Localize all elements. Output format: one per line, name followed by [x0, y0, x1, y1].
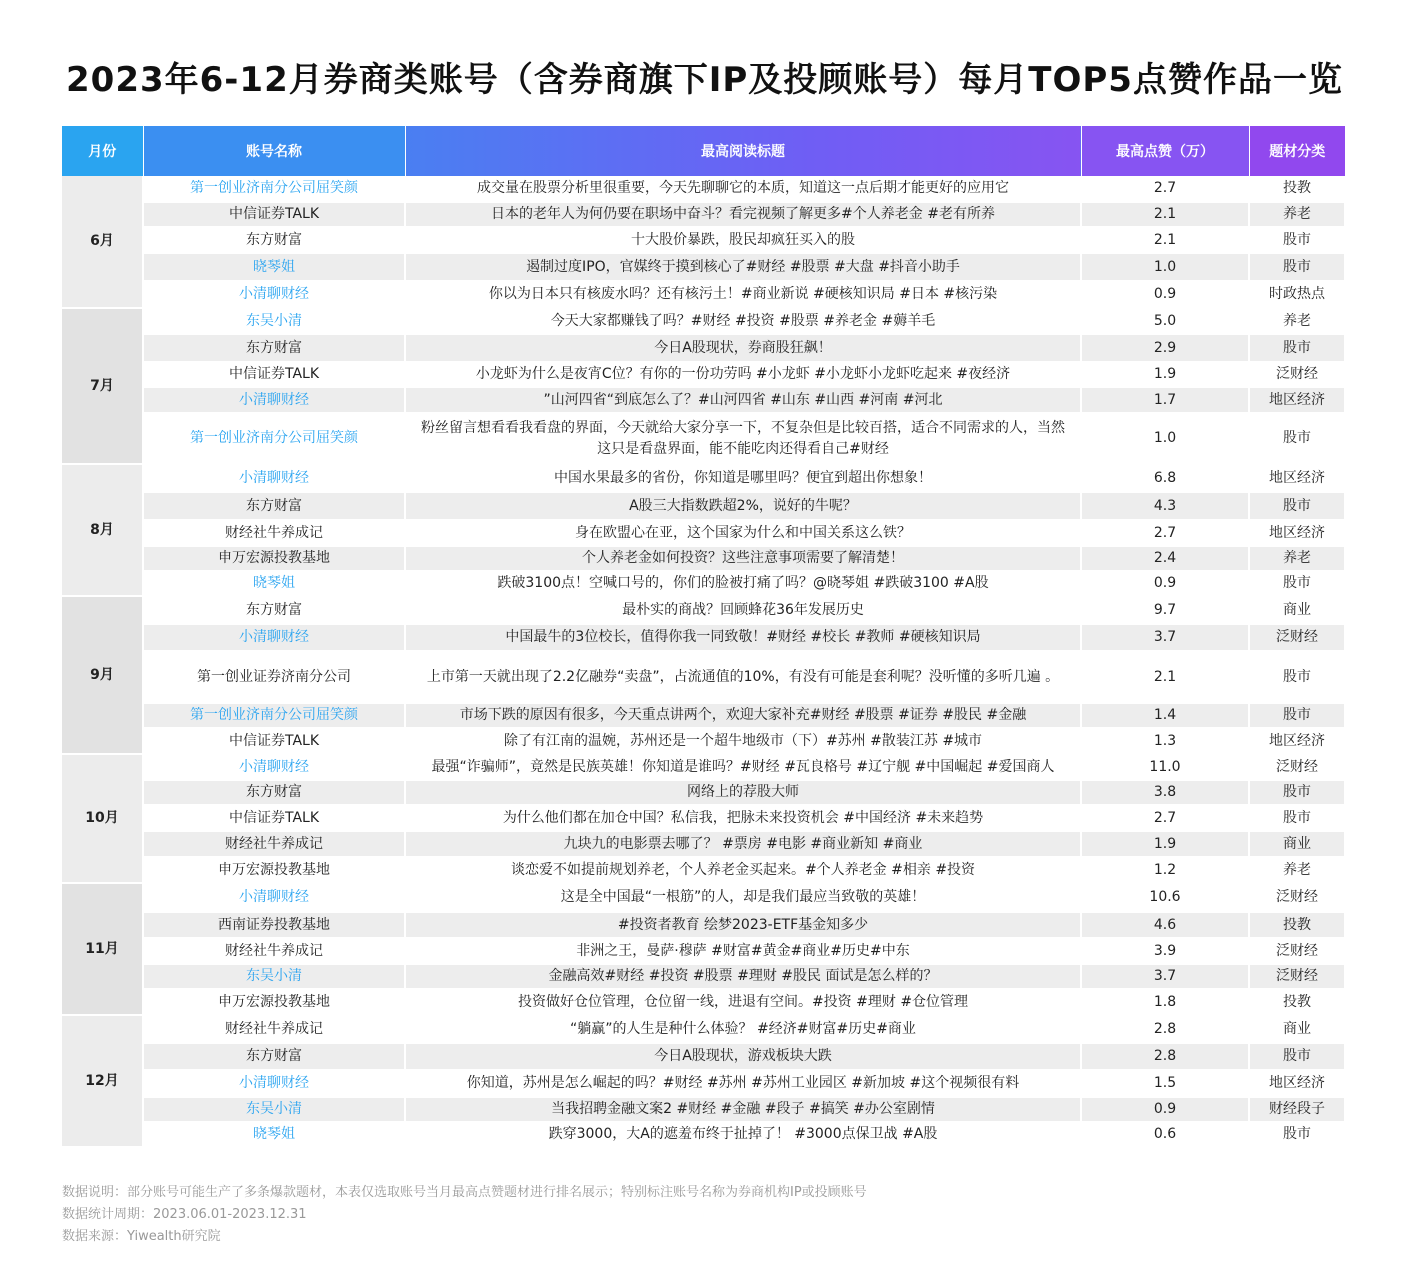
- category-cell: 股市: [1249, 1122, 1345, 1147]
- account-cell: 小清聊财经: [143, 624, 405, 651]
- table-row: [62, 334, 1345, 362]
- category-cell: 养老: [1249, 857, 1345, 883]
- table-row: [62, 1070, 1345, 1097]
- header-month: 月份: [62, 126, 143, 176]
- header-account: 账号名称: [143, 126, 405, 176]
- table-row: [62, 703, 1345, 728]
- account-cell: 东方财富: [143, 780, 405, 805]
- likes-cell: 3.7: [1081, 964, 1249, 989]
- title-cell: #投资者教育 绘梦2023-ETF基金知多少: [405, 912, 1081, 938]
- account-cell: 财经社牛养成记: [143, 520, 405, 546]
- title-cell: 遏制过度IPO，官媒终于摸到核心了#财经 #股票 #大盘 #抖音小助手: [405, 253, 1081, 281]
- likes-cell: 10.6: [1081, 883, 1249, 912]
- header-category: 题材分类: [1249, 126, 1345, 176]
- page-title: 2023年6-12月券商类账号（含券商旗下IP及投顾账号）每月TOP5点赞作品一览: [66, 60, 1343, 100]
- title-cell: “躺赢”的人生是种什么体验？ #经济#财富#历史#商业: [405, 1015, 1081, 1043]
- table-row: [62, 651, 1345, 703]
- table-row: [62, 754, 1345, 780]
- likes-cell: 2.7: [1081, 805, 1249, 831]
- likes-cell: 1.3: [1081, 728, 1249, 754]
- account-cell: 财经社牛养成记: [143, 831, 405, 857]
- title-cell: 成交量在股票分析里很重要，今天先聊聊它的本质，知道这一点后期才能更好的应用它: [405, 176, 1081, 202]
- table-row: [62, 202, 1345, 227]
- likes-cell: 11.0: [1081, 754, 1249, 780]
- category-cell: 时政热点: [1249, 281, 1345, 308]
- table-row: [62, 912, 1345, 938]
- table-row: [62, 596, 1345, 624]
- account-cell: 东方财富: [143, 492, 405, 520]
- title-cell: 小龙虾为什么是夜宵C位？有你的一份功劳吗 #小龙虾 #小龙虾小龙虾吃起来 #夜经济: [405, 362, 1081, 387]
- header-title: 最高阅读标题: [405, 126, 1081, 176]
- title-cell: 市场下跌的原因有很多，今天重点讲两个，欢迎大家补充#财经 #股票 #证券 #股民 #金融: [405, 703, 1081, 728]
- table-row: [62, 176, 1345, 202]
- account-cell: 小清聊财经: [143, 1070, 405, 1097]
- account-cell: 申万宏源投教基地: [143, 989, 405, 1015]
- category-cell: 财经段子: [1249, 1097, 1345, 1122]
- category-cell: 地区经济: [1249, 728, 1345, 754]
- title-cell: 网络上的荐股大师: [405, 780, 1081, 805]
- account-cell: 申万宏源投教基地: [143, 857, 405, 883]
- account-cell: 中信证券TALK: [143, 728, 405, 754]
- likes-cell: 1.2: [1081, 857, 1249, 883]
- table-row: [62, 805, 1345, 831]
- title-cell: 最朴实的商战？回顾蜂花36年发展历史: [405, 596, 1081, 624]
- category-cell: 股市: [1249, 334, 1345, 362]
- table-row: [62, 571, 1345, 596]
- category-cell: 股市: [1249, 227, 1345, 253]
- table-row: [62, 227, 1345, 253]
- title-cell: 上市第一天就出现了2.2亿融券“卖盘”，占流通值的10%，有没有可能是套利呢？没听懂的多听几遍 。: [405, 651, 1081, 703]
- month-cell: 12月: [62, 1015, 143, 1147]
- table-row: [62, 308, 1345, 334]
- table-row: [62, 938, 1345, 964]
- category-cell: 泛财经: [1249, 362, 1345, 387]
- likes-cell: 1.7: [1081, 387, 1249, 413]
- account-cell: 中信证券TALK: [143, 202, 405, 227]
- likes-cell: 2.8: [1081, 1015, 1249, 1043]
- table-row: [62, 253, 1345, 281]
- account-cell: 小清聊财经: [143, 883, 405, 912]
- account-cell: 东吴小清: [143, 308, 405, 334]
- title-cell: 金融高效#财经 #投资 #股票 #理财 #股民 面试是怎么样的？: [405, 964, 1081, 989]
- header-likes: 最高点赞（万）: [1081, 126, 1249, 176]
- category-cell: 泛财经: [1249, 938, 1345, 964]
- account-cell: 中信证券TALK: [143, 805, 405, 831]
- table-row: [62, 857, 1345, 883]
- title-cell: ”山河四省“到底怎么了？#山河四省 #山东 #山西 #河南 #河北: [405, 387, 1081, 413]
- table-row: [62, 1043, 1345, 1070]
- table-row: [62, 546, 1345, 571]
- likes-cell: 0.6: [1081, 1122, 1249, 1147]
- title-cell: 今日A股现状，券商股狂飙！: [405, 334, 1081, 362]
- table-row: [62, 492, 1345, 520]
- table-row: [62, 831, 1345, 857]
- footer-note: 数据说明：部分账号可能生产了多条爆款题材，本表仅选取账号当月最高点赞题材进行排名展示；特别标注账号名称为券商机构IP或投顾账号: [62, 1185, 867, 1200]
- title-cell: 这是全中国最“一根筋”的人，却是我们最应当致敬的英雄！: [405, 883, 1081, 912]
- month-cell: 7月: [62, 308, 143, 464]
- title-cell: 非洲之王，曼萨·穆萨 #财富#黄金#商业#历史#中东: [405, 938, 1081, 964]
- account-cell: 东方财富: [143, 227, 405, 253]
- table-row: [62, 464, 1345, 492]
- likes-cell: 2.1: [1081, 227, 1249, 253]
- likes-cell: 4.3: [1081, 492, 1249, 520]
- table-row: [62, 362, 1345, 387]
- table-row: [62, 1097, 1345, 1122]
- month-cell: 10月: [62, 754, 143, 883]
- likes-cell: 2.7: [1081, 520, 1249, 546]
- table-row: [62, 964, 1345, 989]
- title-cell: 粉丝留言想看看我看盘的界面，今天就给大家分享一下，不复杂但是比较百搭，适合不同需求的人，当然这只是看盘界面，能不能吃肉还得看自己#财经: [405, 413, 1081, 464]
- category-cell: 地区经济: [1249, 387, 1345, 413]
- title-cell: 九块九的电影票去哪了？ #票房 #电影 #商业新知 #商业: [405, 831, 1081, 857]
- account-cell: 第一创业济南分公司屈笑颜: [143, 176, 405, 202]
- likes-cell: 4.6: [1081, 912, 1249, 938]
- title-cell: 日本的老年人为何仍要在职场中奋斗？看完视频了解更多#个人养老金 #老有所养: [405, 202, 1081, 227]
- category-cell: 股市: [1249, 780, 1345, 805]
- account-cell: 小清聊财经: [143, 281, 405, 308]
- title-cell: 十大股价暴跌，股民却疯狂买入的股: [405, 227, 1081, 253]
- table-row: [62, 520, 1345, 546]
- likes-cell: 2.9: [1081, 334, 1249, 362]
- category-cell: 股市: [1249, 253, 1345, 281]
- account-cell: 东方财富: [143, 334, 405, 362]
- likes-cell: 2.1: [1081, 651, 1249, 703]
- account-cell: 第一创业济南分公司屈笑颜: [143, 703, 405, 728]
- category-cell: 泛财经: [1249, 883, 1345, 912]
- account-cell: 东吴小清: [143, 964, 405, 989]
- title-cell: 投资做好仓位管理，仓位留一线，进退有空间。#投资 #理财 #仓位管理: [405, 989, 1081, 1015]
- account-cell: 晓琴姐: [143, 1122, 405, 1147]
- likes-cell: 2.4: [1081, 546, 1249, 571]
- category-cell: 股市: [1249, 1043, 1345, 1070]
- title-cell: 身在欧盟心在亚，这个国家为什么和中国关系这么铁？: [405, 520, 1081, 546]
- likes-cell: 6.8: [1081, 464, 1249, 492]
- category-cell: 养老: [1249, 202, 1345, 227]
- category-cell: 地区经济: [1249, 1070, 1345, 1097]
- title-cell: 当我招聘金融文案2 #财经 #金融 #段子 #搞笑 #办公室剧情: [405, 1097, 1081, 1122]
- title-cell: 跌穿3000，大A的遮羞布终于扯掉了！ #3000点保卫战 #A股: [405, 1122, 1081, 1147]
- account-cell: 东吴小清: [143, 1097, 405, 1122]
- month-cell: 11月: [62, 883, 143, 1015]
- category-cell: 投教: [1249, 176, 1345, 202]
- category-cell: 投教: [1249, 989, 1345, 1015]
- likes-cell: 3.8: [1081, 780, 1249, 805]
- table-row: [62, 728, 1345, 754]
- month-cell: 9月: [62, 596, 143, 754]
- title-cell: 个人养老金如何投资？这些注意事项需要了解清楚！: [405, 546, 1081, 571]
- category-cell: 股市: [1249, 703, 1345, 728]
- likes-cell: 1.4: [1081, 703, 1249, 728]
- category-cell: 投教: [1249, 912, 1345, 938]
- likes-cell: 1.9: [1081, 831, 1249, 857]
- account-cell: 晓琴姐: [143, 253, 405, 281]
- title-cell: 今天大家都赚钱了吗？#财经 #投资 #股票 #养老金 #薅羊毛: [405, 308, 1081, 334]
- category-cell: 地区经济: [1249, 464, 1345, 492]
- table-row: [62, 624, 1345, 651]
- account-cell: 第一创业证券济南分公司: [143, 651, 405, 703]
- table-row: [62, 281, 1345, 308]
- likes-cell: 1.0: [1081, 413, 1249, 464]
- title-cell: 中国水果最多的省份，你知道是哪里吗？便宜到超出你想象！: [405, 464, 1081, 492]
- title-cell: 谈恋爱不如提前规划养老，个人养老金买起来。#个人养老金 #相亲 #投资: [405, 857, 1081, 883]
- likes-cell: 2.1: [1081, 202, 1249, 227]
- month-cell: 6月: [62, 176, 143, 308]
- category-cell: 泛财经: [1249, 624, 1345, 651]
- title-cell: A股三大指数跌超2%，说好的牛呢？: [405, 492, 1081, 520]
- likes-cell: 0.9: [1081, 571, 1249, 596]
- footer-period: 数据统计周期：2023.06.01-2023.12.31: [62, 1207, 307, 1222]
- table-header-row: [62, 126, 1345, 176]
- likes-cell: 0.9: [1081, 281, 1249, 308]
- likes-cell: 1.0: [1081, 253, 1249, 281]
- likes-cell: 1.8: [1081, 989, 1249, 1015]
- table-row: [62, 387, 1345, 413]
- likes-cell: 3.7: [1081, 624, 1249, 651]
- category-cell: 地区经济: [1249, 520, 1345, 546]
- footer-source: 数据来源：Yiwealth研究院: [62, 1229, 221, 1244]
- table-row: [62, 883, 1345, 912]
- title-cell: 中国最牛的3位校长，值得你我一同致敬！#财经 #校长 #教师 #硬核知识局: [405, 624, 1081, 651]
- table-body: [62, 176, 1345, 1147]
- title-cell: 你以为日本只有核废水吗？还有核污土！#商业新说 #硬核知识局 #日本 #核污染: [405, 281, 1081, 308]
- likes-cell: 0.9: [1081, 1097, 1249, 1122]
- table-row: [62, 780, 1345, 805]
- month-cell: 8月: [62, 464, 143, 596]
- category-cell: 商业: [1249, 831, 1345, 857]
- category-cell: 泛财经: [1249, 964, 1345, 989]
- category-cell: 商业: [1249, 596, 1345, 624]
- footer-notes: [62, 1182, 867, 1248]
- account-cell: 申万宏源投教基地: [143, 546, 405, 571]
- category-cell: 股市: [1249, 805, 1345, 831]
- title-cell: 除了有江南的温婉，苏州还是一个超牛地级市（下）#苏州 #散装江苏 #城市: [405, 728, 1081, 754]
- account-cell: 东方财富: [143, 596, 405, 624]
- likes-cell: 2.8: [1081, 1043, 1249, 1070]
- title-cell: 为什么他们都在加仓中国？私信我，把脉未来投资机会 #中国经济 #未来趋势: [405, 805, 1081, 831]
- table-row: [62, 1015, 1345, 1043]
- account-cell: 晓琴姐: [143, 571, 405, 596]
- title-cell: 你知道，苏州是怎么崛起的吗？#财经 #苏州 #苏州工业园区 #新加坡 #这个视频很有料: [405, 1070, 1081, 1097]
- likes-cell: 1.5: [1081, 1070, 1249, 1097]
- table-row: [62, 413, 1345, 464]
- category-cell: 股市: [1249, 413, 1345, 464]
- category-cell: 养老: [1249, 308, 1345, 334]
- category-cell: 股市: [1249, 651, 1345, 703]
- account-cell: 小清聊财经: [143, 387, 405, 413]
- account-cell: 第一创业济南分公司屈笑颜: [143, 413, 405, 464]
- likes-cell: 3.9: [1081, 938, 1249, 964]
- account-cell: 财经社牛养成记: [143, 938, 405, 964]
- table-row: [62, 989, 1345, 1015]
- category-cell: 商业: [1249, 1015, 1345, 1043]
- title-cell: 最强“诈骗师”，竟然是民族英雄！你知道是谁吗？#财经 #瓦良格号 #辽宁舰 #中国崛起 #爱国商人: [405, 754, 1081, 780]
- category-cell: 养老: [1249, 546, 1345, 571]
- category-cell: 股市: [1249, 492, 1345, 520]
- account-cell: 东方财富: [143, 1043, 405, 1070]
- table-row: [62, 1122, 1345, 1147]
- account-cell: 财经社牛养成记: [143, 1015, 405, 1043]
- title-cell: 跌破3100点！空喊口号的，你们的脸被打痛了吗？@晓琴姐 #跌破3100 #A股: [405, 571, 1081, 596]
- account-cell: 中信证券TALK: [143, 362, 405, 387]
- likes-cell: 2.7: [1081, 176, 1249, 202]
- account-cell: 西南证券投教基地: [143, 912, 405, 938]
- category-cell: 股市: [1249, 571, 1345, 596]
- likes-cell: 5.0: [1081, 308, 1249, 334]
- account-cell: 小清聊财经: [143, 754, 405, 780]
- likes-cell: 9.7: [1081, 596, 1249, 624]
- title-cell: 今日A股现状，游戏板块大跌: [405, 1043, 1081, 1070]
- account-cell: 小清聊财经: [143, 464, 405, 492]
- category-cell: 泛财经: [1249, 754, 1345, 780]
- likes-cell: 1.9: [1081, 362, 1249, 387]
- top5-likes-table: [62, 126, 1346, 1148]
